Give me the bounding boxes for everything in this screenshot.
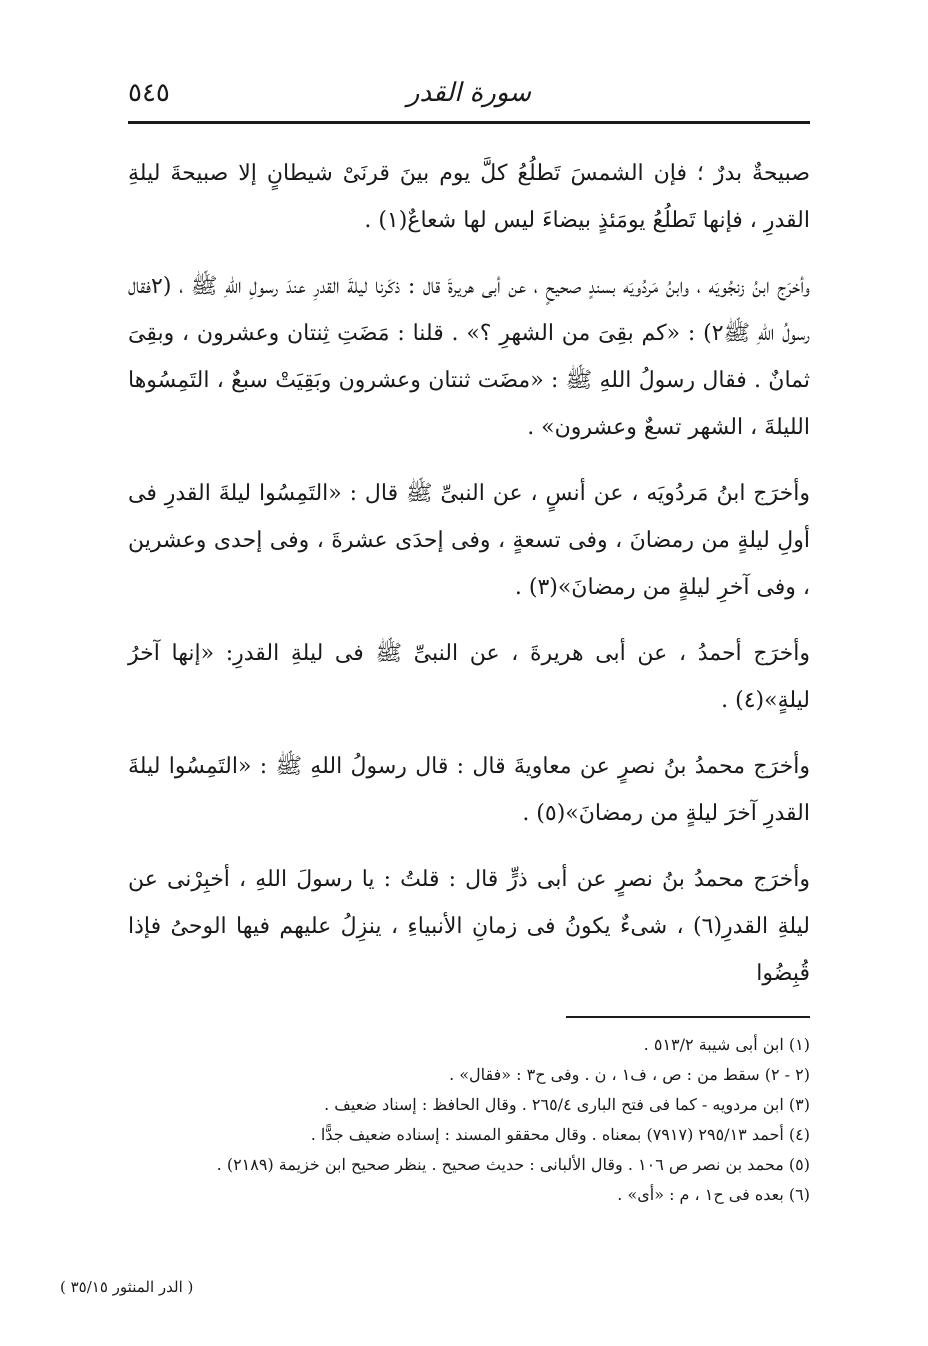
footnote: (٦) بعده فى ح١ ، م : «أى» . (617, 1185, 810, 1204)
footnotes (128, 1030, 810, 1210)
paragraph: وأخرَج أحمدُ ، عن أبى هريرةَ ، عن النبىِّ ﷺ فى ليلةِ القدرِ: «إنها آخرُ ليلةٍ»(٤) . (128, 641, 810, 713)
footnote: (٣) ابن مردويه - كما فى فتح البارى ٢٦٥/٤ . وقال الحافظ : إسناد ضعيف . (324, 1095, 810, 1114)
footnote: (١) ابن أبى شيبة ٥١٣/٢ . (643, 1035, 810, 1054)
surah-title: سورة القدر (406, 78, 532, 108)
paragraph: صبيحةٌ بدرٌ ؛ فإن الشمسَ تَطلُعُ كلَّ يوم بينَ قرنَىْ شيطانٍ إلا صبيحةَ ليلةِ القدرِ ، فإنها تَطلُعُ يومَئذٍ بيضاءَ ليس لها شعاعٌ(١) . (128, 161, 810, 233)
page-number: ٥٤٥ (128, 78, 170, 108)
paragraph: وأخرَج محمدُ بنُ نصرٍ عن أبى ذرٍّ قال : قلتُ : يا رسولَ اللهِ ، أخبِرْنى عن ليلةِ القدرِ(٦) ، شىءٌ يكونُ فى زمانِ الأنبياءِ ، ينزِلُ عليهم فيها الوحىُ فإذا قُبِضُوا (128, 867, 810, 986)
main-text (128, 150, 810, 1016)
paragraph: وأخرَج ابنُ زنجُويَه ، وابنُ مَردُويَه بسندٍ صحيحٍ ، عن أبى هريرةَ قال : ذكَرنا ليلةَ القدرِ عندَ رسولِ اللهِ ﷺ ، (٢فقال رسولُ اللهِ ﷺ٢) : «كم بقِىَ من الشهرِ ؟» . قلنا : مَضَتِ ثِنتان وعشرون ، وبقِىَ ثمانٌ . فقال رسولُ اللهِ ﷺ : «مضَت ثنتان وعشرون وبَقِيَتْ سبعٌ ، التَمِسُوها الليلةَ ، الشهر تسعٌ وعشرون» . (128, 274, 810, 440)
footnote: (٢ - ٢) سقط من : ص ، ف١ ، ن . وفى ح٣ : «فقال» . (449, 1065, 810, 1084)
paragraph: وأخرَج ابنُ مَردُويَه ، عن أنسٍ ، عن النبىِّ ﷺ قال : «التَمِسُوا ليلةَ القدرِ فى أولِ ليلةٍ من رمضانَ ، وفى تسعةٍ ، وفى إحدَى عشرةَ ، وفى إحدى وعشرين ، وفى آخرِ ليلةٍ من رمضانَ»(٣) . (128, 481, 810, 600)
header-rule (128, 121, 810, 124)
footnote: (٥) محمد بن نصر ص ١٠٦ . وقال الألبانى : حديث صحيح . ينظر صحيح ابن خزيمة (٢١٨٩) . (216, 1155, 810, 1174)
footnote-rule (566, 1016, 810, 1018)
footnote: (٤) أحمد ٢٩٥/١٣ (٧٩١٧) بمعناه . وقال محققو المسند : إسناده ضعيف جدًّا . (310, 1125, 810, 1144)
paragraph: وأخرَج محمدُ بنُ نصرٍ عن معاويةَ قال : قال رسولُ اللهِ ﷺ : «التَمِسُوا ليلةَ القدرِ آخرَ ليلةٍ من رمضانَ»(٥) . (128, 754, 810, 826)
printer-signature: ( الدر المنثور ٣٥/١٥ ) (60, 1278, 194, 1296)
page-header (128, 72, 810, 120)
